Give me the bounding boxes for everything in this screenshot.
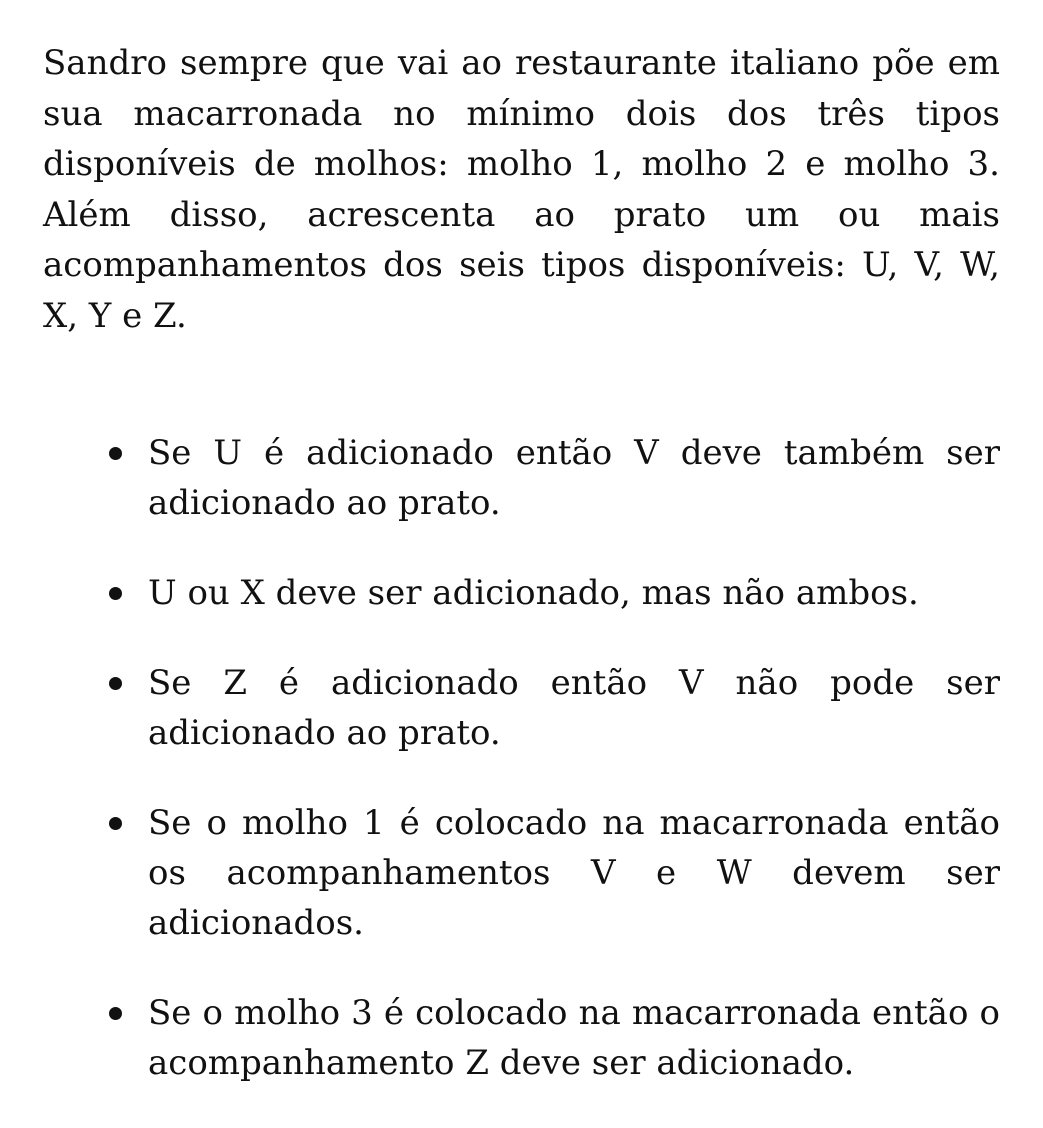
rule-item [43,568,1000,618]
intro-paragraph: Sandro sempre que vai ao restaurante italiano põe em sua macarronada no mínimo dois dos três tipos disponíveis de molhos: molho 1, molho 2 e molho 3. Além disso, acrescenta ao prato um ou mais acompanhamentos dos seis tipos disponíveis: U, V, W, X, Y e Z. [43,43,1000,336]
rules-list [43,428,1000,1128]
bullet-icon [109,677,122,690]
bullet-icon [109,1007,122,1020]
bullet-icon [109,817,122,830]
rule-text: Se Z é adicionado então V não pode ser adicionado ao prato. [148,663,1000,753]
rule-text: Se o molho 1 é colocado na macarronada então os acompanhamentos V e W devem ser adicionados. [148,803,1000,943]
rule-text: Se o molho 3 é colocado na macarronada então o acompanhamento Z deve ser adicionado. [148,993,1000,1083]
rule-item [43,428,1000,528]
rule-text: Se U é adicionado então V deve também ser adicionado ao prato. [148,433,1000,523]
rule-item [43,988,1000,1088]
document-body [43,38,1000,1083]
rule-text: U ou X deve ser adicionado, mas não ambos. [148,573,919,613]
bullet-icon [109,447,122,460]
rule-item [43,798,1000,948]
bullet-icon [109,587,122,600]
rule-item [43,658,1000,758]
